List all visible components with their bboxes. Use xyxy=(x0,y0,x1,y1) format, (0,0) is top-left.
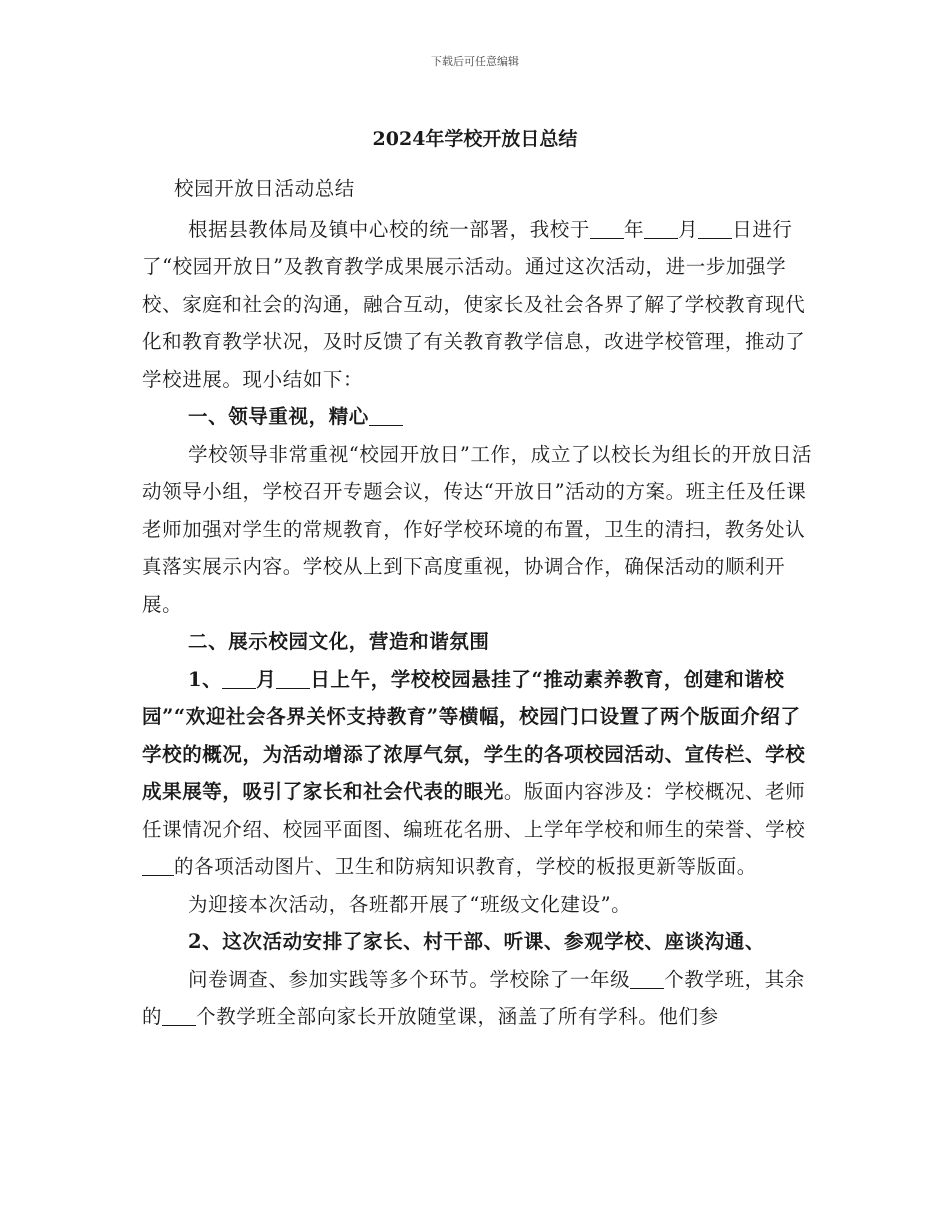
section1-heading xyxy=(142,398,814,436)
item1-month: 月 xyxy=(256,667,277,691)
class-culture-paragraph: 为迎接本次活动，各班都开展了“班级文化建设”。 xyxy=(188,892,632,916)
intro-text-3: 月 xyxy=(678,217,699,241)
blank-field xyxy=(369,406,403,427)
intro-text-4: 日进行了“校园开放日”及教育教学成果展示活动。通过这次活动，进一步加强学校、家庭和社会的沟通，融合互动，使家长及社会各界了解了学校教育现代化和教育教学状况，及时反馈了有关教育教学信息，改进学校管理，推动了学校进展。现小结如下： xyxy=(142,217,806,391)
item1-text-a: 。版面内容涉及：学校概况、老师任课情况介绍、校园平面图、编班花名册、上学年学校和师生的荣誉、学校 xyxy=(142,780,806,841)
item2-text-c: 个教学班全部向家长开放随堂课，涵盖了所有学科。他们参 xyxy=(196,1005,719,1028)
item1-text-b: 的各项活动图片、卫生和防病知识教育，学校的板报更新等版面。 xyxy=(174,855,757,878)
item2-text-b: 个教学班，其余的 xyxy=(142,967,805,1028)
item2-text-a: 问卷调查、参加实践等多个环节。学校除了一年级 xyxy=(188,967,631,991)
item1-prefix: 1、 xyxy=(188,667,223,691)
document-subtitle: 校园开放日活动总结 xyxy=(174,177,355,200)
intro-paragraph xyxy=(142,211,814,399)
section1-heading-text: 一、领导重视，精心 xyxy=(188,405,369,428)
blank-field xyxy=(590,218,624,239)
section2-heading: 二、展示校园文化，营造和谐氛围 xyxy=(188,630,490,653)
section2-item1 xyxy=(142,661,814,886)
blank-field xyxy=(276,668,310,689)
blank-field xyxy=(222,668,256,689)
intro-text-2: 年 xyxy=(624,217,645,241)
page-header-note: 下载后可任意编辑 xyxy=(431,55,519,68)
blank-field xyxy=(162,1006,196,1027)
document-title: 2024年学校开放日总结 xyxy=(372,128,578,150)
blank-field xyxy=(630,968,664,989)
item1-bold-text: 日上午，学校校园悬挂了“推动素养教育，创建和谐校园”“欢迎社会各界关怀支持教育”等横幅，校园门口设置了两个版面介绍了学校的概况，为活动增添了浓厚气氛，学生的各项校园活动、宣传栏、学校成果展等，吸引了家长和社会代表的眼光 xyxy=(142,667,806,803)
section2-item2-body xyxy=(142,961,814,1036)
blank-field xyxy=(142,856,174,877)
intro-text-1: 根据县教体局及镇中心校的统一部署，我校于 xyxy=(188,217,591,241)
section2-item2-heading: 2、这次活动安排了家长、村干部、听课、参观学校、座谈沟通、 xyxy=(188,930,765,953)
document-body xyxy=(142,170,814,1036)
blank-field xyxy=(698,218,732,239)
section1-body: 学校领导非常重视“校园开放日”工作，成立了以校长为组长的开放日活动领导小组，学校召开专题会议，传达“开放日”活动的方案。班主任及任课老师加强对学生的常规教育，作好学校环境的布置，卫生的清扫，教务处认真落实展示内容。学校从上到下高度重视，协调合作，确保活动的顺利开展。 xyxy=(142,442,813,616)
blank-field xyxy=(644,218,678,239)
